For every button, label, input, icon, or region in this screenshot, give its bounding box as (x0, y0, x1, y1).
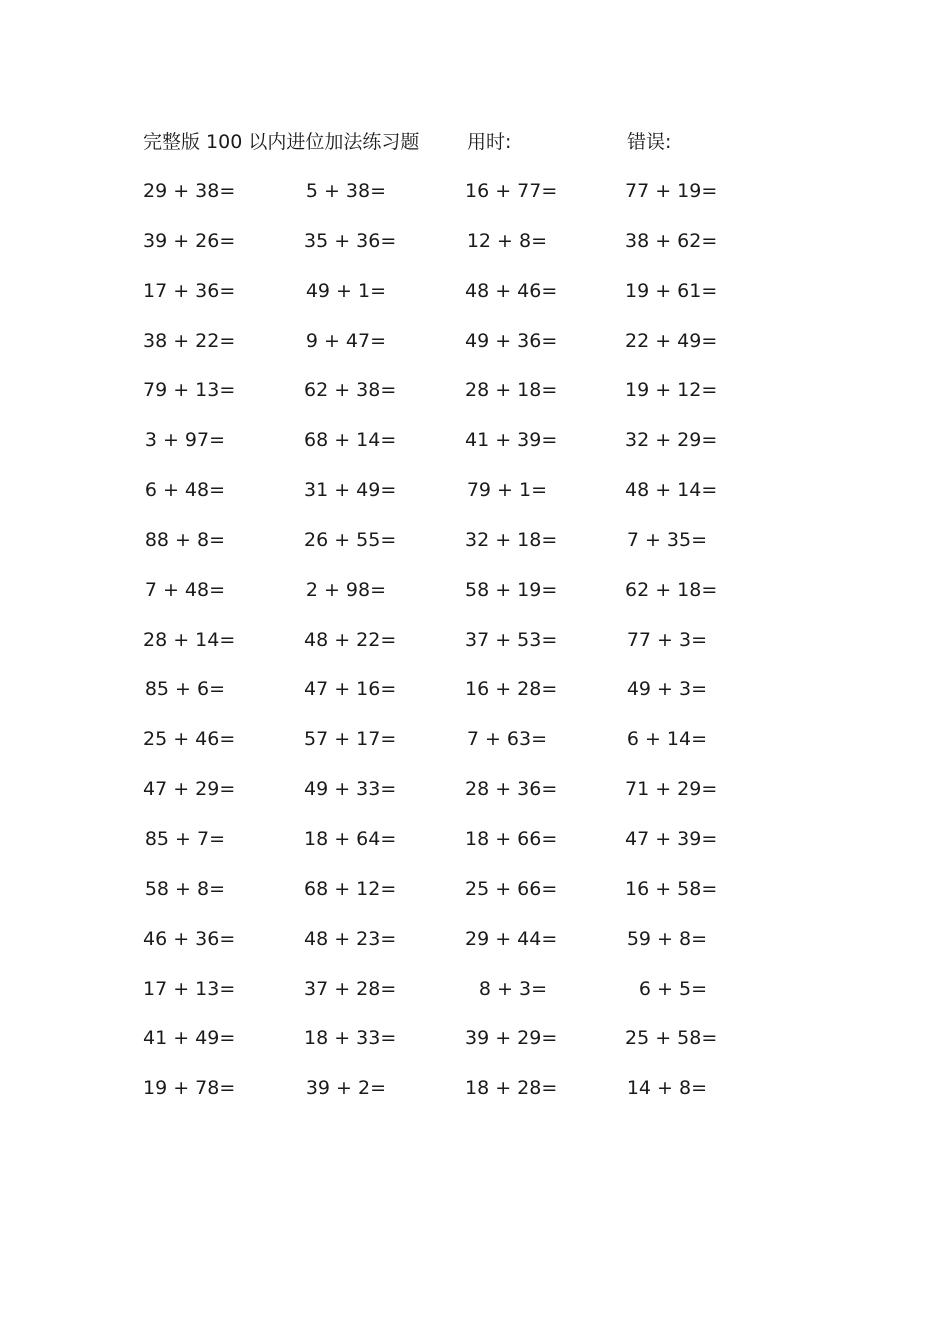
problem-row (0, 874, 950, 924)
errors-label: 错误: (627, 131, 672, 153)
addition-problem: 28 + 36= (465, 778, 558, 801)
addition-problem: 68 + 12= (304, 877, 397, 900)
addition-problem: 19 + 12= (625, 379, 718, 402)
addition-problem: 28 + 14= (143, 628, 236, 651)
addition-problem: 71 + 29= (625, 778, 718, 801)
addition-problem: 79 + 13= (143, 379, 236, 402)
problem-row (0, 375, 950, 425)
problem-row (0, 326, 950, 376)
addition-problem: 58 + 19= (465, 578, 558, 601)
addition-problem: 88 + 8= (144, 528, 225, 551)
addition-problem: 47 + 29= (143, 778, 236, 801)
addition-problem: 19 + 78= (143, 1077, 236, 1100)
addition-problem: 39 + 2= (305, 1077, 386, 1100)
problem-row (0, 525, 950, 575)
addition-problem: 14 + 8= (626, 1077, 707, 1100)
addition-problem: 2 + 98= (305, 578, 386, 601)
addition-problem: 6 + 14= (626, 728, 707, 751)
addition-problem: 48 + 14= (625, 479, 718, 502)
addition-problem: 32 + 29= (625, 429, 718, 452)
problem-row (0, 924, 950, 974)
addition-problem: 77 + 3= (626, 628, 707, 651)
addition-problem: 18 + 33= (304, 1027, 397, 1050)
problem-row (0, 475, 950, 525)
addition-problem: 16 + 28= (465, 678, 558, 701)
addition-problem: 48 + 22= (304, 628, 397, 651)
addition-problem: 12 + 8= (466, 229, 547, 252)
addition-problem: 28 + 18= (465, 379, 558, 402)
addition-problem: 29 + 44= (465, 927, 558, 950)
problem-row (0, 176, 950, 226)
addition-problem: 77 + 19= (625, 180, 718, 202)
problem-row (0, 824, 950, 874)
addition-problem: 37 + 53= (465, 628, 558, 651)
time-label: 用时: (467, 131, 512, 153)
addition-problem: 49 + 36= (465, 329, 558, 352)
addition-problem: 5 + 38= (305, 180, 386, 202)
addition-problem: 68 + 14= (304, 429, 397, 452)
problem-grid (0, 176, 950, 1123)
addition-problem: 38 + 62= (625, 229, 718, 252)
problem-row (0, 625, 950, 675)
addition-problem: 18 + 64= (304, 827, 397, 850)
addition-problem: 79 + 1= (466, 479, 547, 502)
problem-row (0, 425, 950, 475)
addition-problem: 41 + 39= (465, 429, 558, 452)
addition-problem: 85 + 7= (144, 827, 225, 850)
addition-problem: 16 + 58= (625, 877, 718, 900)
addition-problem: 49 + 1= (305, 279, 386, 302)
addition-problem: 25 + 58= (625, 1027, 718, 1050)
addition-problem: 16 + 77= (465, 180, 558, 202)
problem-row (0, 774, 950, 824)
addition-problem: 35 + 36= (304, 229, 397, 252)
addition-problem: 19 + 61= (625, 279, 718, 302)
addition-problem: 38 + 22= (143, 329, 236, 352)
addition-problem: 29 + 38= (143, 180, 236, 202)
addition-problem: 48 + 23= (304, 927, 397, 950)
problem-row (0, 1023, 950, 1073)
addition-problem: 7 + 48= (144, 578, 225, 601)
addition-problem: 59 + 8= (626, 927, 707, 950)
addition-problem: 25 + 66= (465, 877, 558, 900)
addition-problem: 48 + 46= (465, 279, 558, 302)
problem-row (0, 724, 950, 774)
addition-problem: 57 + 17= (304, 728, 397, 751)
addition-problem: 37 + 28= (304, 977, 397, 1000)
addition-problem: 7 + 35= (626, 528, 707, 551)
addition-problem: 18 + 66= (465, 827, 558, 850)
addition-problem: 32 + 18= (465, 528, 558, 551)
addition-problem: 39 + 26= (143, 229, 236, 252)
addition-problem: 47 + 39= (625, 827, 718, 850)
worksheet-title: 完整版 100 以内进位加法练习题 (143, 131, 420, 153)
addition-problem: 85 + 6= (144, 678, 225, 701)
addition-problem: 47 + 16= (304, 678, 397, 701)
problem-row (0, 674, 950, 724)
addition-problem: 62 + 38= (304, 379, 397, 402)
addition-problem: 6 + 5= (638, 977, 707, 1000)
problem-row (0, 226, 950, 276)
addition-problem: 25 + 46= (143, 728, 236, 751)
addition-problem: 17 + 13= (143, 977, 236, 1000)
worksheet-header (0, 128, 950, 156)
problem-row (0, 974, 950, 1024)
addition-problem: 8 + 3= (478, 977, 547, 1000)
addition-problem: 49 + 33= (304, 778, 397, 801)
addition-problem: 26 + 55= (304, 528, 397, 551)
addition-problem: 46 + 36= (143, 927, 236, 950)
addition-problem: 3 + 97= (144, 429, 225, 452)
addition-problem: 9 + 47= (305, 329, 386, 352)
addition-problem: 7 + 63= (466, 728, 547, 751)
problem-row (0, 575, 950, 625)
addition-problem: 6 + 48= (144, 479, 225, 502)
problem-row (0, 276, 950, 326)
addition-problem: 18 + 28= (465, 1077, 558, 1100)
addition-problem: 39 + 29= (465, 1027, 558, 1050)
addition-problem: 41 + 49= (143, 1027, 236, 1050)
addition-problem: 58 + 8= (144, 877, 225, 900)
problem-row (0, 1073, 950, 1123)
addition-problem: 62 + 18= (625, 578, 718, 601)
addition-problem: 22 + 49= (625, 329, 718, 352)
addition-problem: 17 + 36= (143, 279, 236, 302)
addition-problem: 31 + 49= (304, 479, 397, 502)
addition-problem: 49 + 3= (626, 678, 707, 701)
